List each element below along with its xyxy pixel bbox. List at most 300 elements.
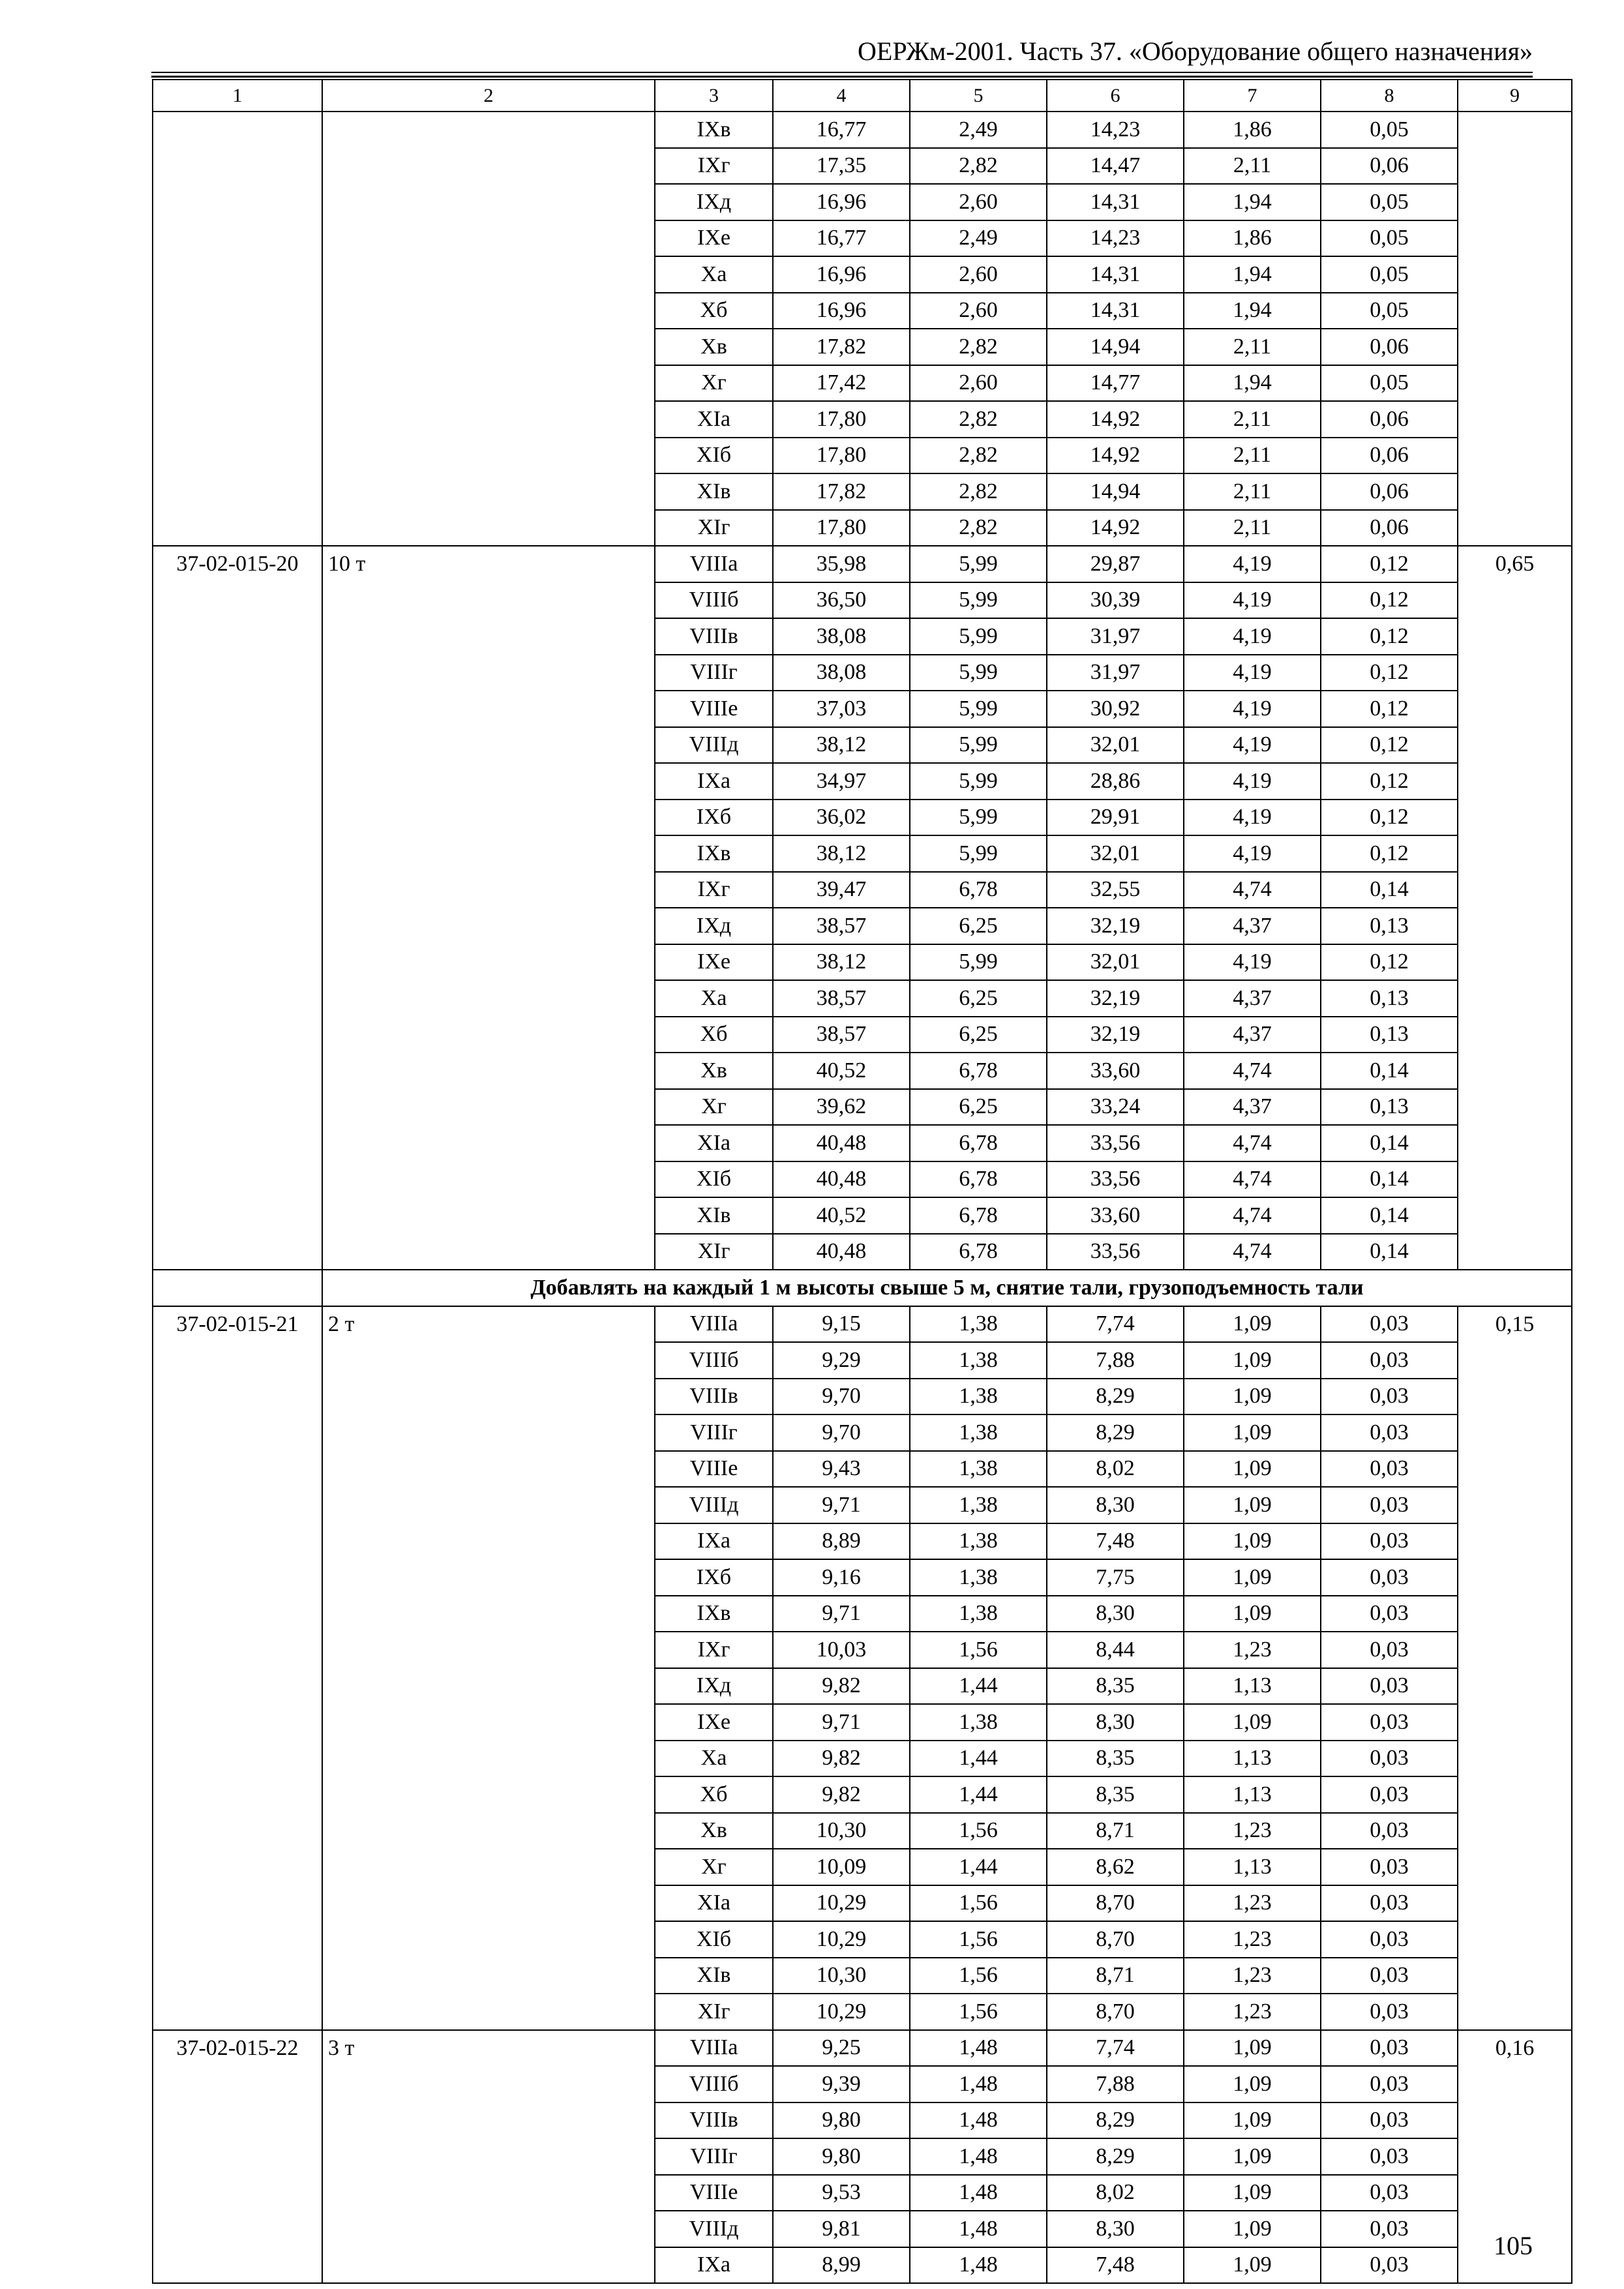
column-number: 2 [322, 80, 655, 112]
category-cell: Xв [655, 1053, 773, 1089]
value-cell: 4,37 [1184, 908, 1321, 944]
category-cell: VIIIд [655, 727, 773, 764]
category-cell: Xа [655, 1741, 773, 1777]
value-cell: 8,35 [1047, 1668, 1184, 1705]
category-cell: XIг [655, 1994, 773, 2030]
value-cell: 4,74 [1184, 1234, 1321, 1270]
table-row [153, 546, 1572, 582]
value-cell: 1,09 [1184, 2247, 1321, 2284]
value-cell: 0,03 [1321, 2138, 1458, 2175]
value-cell: 40,48 [773, 1125, 910, 1161]
category-cell: Xв [655, 1813, 773, 1849]
value-cell: 9,81 [773, 2211, 910, 2247]
value-cell: 17,42 [773, 365, 910, 402]
value-cell: 8,70 [1047, 1921, 1184, 1958]
category-cell: VIIIг [655, 655, 773, 691]
value-cell: 1,09 [1184, 1596, 1321, 1632]
value-cell: 9,71 [773, 1704, 910, 1741]
category-cell: XIб [655, 1161, 773, 1198]
value-cell: 39,47 [773, 872, 910, 908]
value-cell: 39,62 [773, 1089, 910, 1126]
value-cell: 2,49 [910, 112, 1047, 148]
value-cell: 0,05 [1321, 256, 1458, 293]
category-cell: VIIIд [655, 2211, 773, 2247]
value-cell: 2,11 [1184, 438, 1321, 474]
value-cell: 33,60 [1047, 1053, 1184, 1089]
value-cell: 6,25 [910, 1089, 1047, 1126]
category-cell: IXе [655, 944, 773, 981]
value-cell: 29,87 [1047, 546, 1184, 582]
value-cell: 0,06 [1321, 329, 1458, 365]
value-cell: 2,11 [1184, 148, 1321, 185]
value-cell: 29,91 [1047, 800, 1184, 836]
value-cell: 17,80 [773, 510, 910, 546]
value-cell: 1,48 [910, 2175, 1047, 2211]
value-cell: 1,56 [910, 1994, 1047, 2030]
value-cell: 1,38 [910, 1487, 1047, 1523]
value-cell: 0,03 [1321, 1523, 1458, 1560]
value-cell: 10,29 [773, 1994, 910, 2030]
value-cell: 40,52 [773, 1197, 910, 1234]
category-cell: Xг [655, 1849, 773, 1885]
category-cell: IXа [655, 763, 773, 800]
value-cell: 6,25 [910, 908, 1047, 944]
value-cell: 2,11 [1184, 473, 1321, 510]
value-cell: 1,48 [910, 2211, 1047, 2247]
category-cell: IXе [655, 220, 773, 257]
value-cell: 1,38 [910, 1451, 1047, 1488]
value-cell: 0,06 [1321, 473, 1458, 510]
value-cell: 28,86 [1047, 763, 1184, 800]
value-cell: 7,88 [1047, 2066, 1184, 2102]
value-cell: 1,09 [1184, 2211, 1321, 2247]
value-cell: 10,30 [773, 1813, 910, 1849]
value-cell: 9,16 [773, 1559, 910, 1596]
value-cell: 1,09 [1184, 2175, 1321, 2211]
value-cell: 6,78 [910, 1234, 1047, 1270]
value-cell: 0,12 [1321, 582, 1458, 619]
value-cell: 0,03 [1321, 1414, 1458, 1451]
value-cell: 0,03 [1321, 2030, 1458, 2067]
value-cell: 9,71 [773, 1596, 910, 1632]
value-cell: 8,29 [1047, 1414, 1184, 1451]
value-cell: 14,94 [1047, 329, 1184, 365]
value-cell: 2,82 [910, 510, 1047, 546]
value-cell: 14,92 [1047, 510, 1184, 546]
column-number: 4 [773, 80, 910, 112]
category-cell: IXг [655, 148, 773, 185]
category-cell: Xб [655, 293, 773, 329]
value-cell: 0,03 [1321, 1596, 1458, 1632]
value-cell: 0,12 [1321, 727, 1458, 764]
rates-table [152, 79, 1572, 2284]
value-cell: 1,38 [910, 1704, 1047, 1741]
value-cell: 0,06 [1321, 401, 1458, 438]
value-cell: 32,19 [1047, 1017, 1184, 1053]
value-cell: 4,19 [1184, 835, 1321, 872]
category-cell: IXд [655, 184, 773, 220]
value-cell: 1,94 [1184, 184, 1321, 220]
value-cell: 5,99 [910, 763, 1047, 800]
value-cell: 4,19 [1184, 800, 1321, 836]
column-number: 6 [1047, 80, 1184, 112]
value-cell: 8,70 [1047, 1994, 1184, 2030]
category-cell: VIIIд [655, 1487, 773, 1523]
category-cell: XIа [655, 401, 773, 438]
value-cell: 0,14 [1321, 1197, 1458, 1234]
column-number: 7 [1184, 80, 1321, 112]
value-cell: 36,02 [773, 800, 910, 836]
value-cell: 6,78 [910, 1161, 1047, 1198]
column-number: 3 [655, 80, 773, 112]
category-cell: IXа [655, 2247, 773, 2284]
value-cell: 1,86 [1184, 220, 1321, 257]
value-cell: 33,56 [1047, 1234, 1184, 1270]
value-cell: 1,56 [910, 1632, 1047, 1668]
category-cell: Xг [655, 365, 773, 402]
value-cell: 8,44 [1047, 1632, 1184, 1668]
category-cell: XIб [655, 438, 773, 474]
value-cell: 16,96 [773, 184, 910, 220]
value-cell: 0,03 [1321, 1813, 1458, 1849]
value-cell: 4,37 [1184, 980, 1321, 1017]
value-cell: 0,13 [1321, 1089, 1458, 1126]
value-cell: 0,13 [1321, 908, 1458, 944]
capacity-name: 3 т [322, 2030, 655, 2284]
category-cell: XIг [655, 510, 773, 546]
category-cell: IXд [655, 908, 773, 944]
value-cell: 5,99 [910, 727, 1047, 764]
value-cell: 1,48 [910, 2138, 1047, 2175]
category-cell: VIIIе [655, 2175, 773, 2211]
value-cell: 1,13 [1184, 1668, 1321, 1705]
category-cell: XIб [655, 1921, 773, 1958]
value-cell: 4,74 [1184, 872, 1321, 908]
value-cell: 14,31 [1047, 256, 1184, 293]
category-cell: VIIIг [655, 2138, 773, 2175]
value-cell: 0,03 [1321, 1885, 1458, 1922]
category-cell: XIв [655, 1197, 773, 1234]
value-cell: 4,74 [1184, 1161, 1321, 1198]
value-cell: 1,38 [910, 1306, 1047, 1343]
value-cell: 9,25 [773, 2030, 910, 2067]
value-cell: 0,03 [1321, 1559, 1458, 1596]
value-cell: 40,48 [773, 1161, 910, 1198]
column-number-row [153, 80, 1572, 112]
table-row [153, 112, 1572, 148]
value-cell: 4,74 [1184, 1197, 1321, 1234]
category-cell: VIIIа [655, 1306, 773, 1343]
value-cell: 30,39 [1047, 582, 1184, 619]
category-cell: IXв [655, 1596, 773, 1632]
value-cell: 0,12 [1321, 763, 1458, 800]
value-cell: 1,44 [910, 1776, 1047, 1813]
value-cell: 10,29 [773, 1885, 910, 1922]
value-cell: 10,30 [773, 1958, 910, 1994]
value-cell: 2,82 [910, 401, 1047, 438]
value-cell: 4,19 [1184, 655, 1321, 691]
rate-code [153, 112, 322, 546]
header-rule-double [151, 76, 1533, 78]
value-cell: 1,38 [910, 1342, 1047, 1379]
value-cell: 0,03 [1321, 2247, 1458, 2284]
value-cell: 1,23 [1184, 1958, 1321, 1994]
category-cell: VIIIа [655, 2030, 773, 2067]
value-cell: 6,78 [910, 1197, 1047, 1234]
capacity-name [322, 112, 655, 546]
value-cell: 1,09 [1184, 1487, 1321, 1523]
value-cell: 9,70 [773, 1379, 910, 1415]
category-cell: IXа [655, 1523, 773, 1560]
value-cell: 0,12 [1321, 546, 1458, 582]
value-cell: 9,39 [773, 2066, 910, 2102]
value-cell: 8,35 [1047, 1741, 1184, 1777]
value-cell: 1,09 [1184, 1379, 1321, 1415]
value-cell: 1,94 [1184, 293, 1321, 329]
value-cell: 0,03 [1321, 1306, 1458, 1343]
category-cell: IXг [655, 1632, 773, 1668]
value-cell: 38,57 [773, 1017, 910, 1053]
value-cell: 9,43 [773, 1451, 910, 1488]
value-cell: 1,23 [1184, 1994, 1321, 2030]
value-cell: 0,03 [1321, 1379, 1458, 1415]
value-cell: 1,13 [1184, 1849, 1321, 1885]
value-cell: 7,48 [1047, 2247, 1184, 2284]
value-cell: 17,80 [773, 438, 910, 474]
value-cell: 34,97 [773, 763, 910, 800]
value-cell: 0,03 [1321, 2102, 1458, 2139]
value-cell: 2,60 [910, 293, 1047, 329]
value-cell: 9,29 [773, 1342, 910, 1379]
value-cell: 14,23 [1047, 220, 1184, 257]
value-cell: 1,09 [1184, 2030, 1321, 2067]
value-cell: 14,77 [1047, 365, 1184, 402]
value-cell: 17,82 [773, 473, 910, 510]
category-cell: VIIIв [655, 618, 773, 655]
value-cell: 16,96 [773, 256, 910, 293]
value-cell: 8,35 [1047, 1776, 1184, 1813]
value-cell: 33,56 [1047, 1125, 1184, 1161]
value-cell: 33,56 [1047, 1161, 1184, 1198]
value-cell: 17,80 [773, 401, 910, 438]
value-cell: 16,96 [773, 293, 910, 329]
value-cell: 0,06 [1321, 148, 1458, 185]
value-cell: 0,03 [1321, 1487, 1458, 1523]
header-rule [151, 72, 1533, 73]
value-cell: 1,23 [1184, 1885, 1321, 1922]
value-cell: 2,60 [910, 256, 1047, 293]
column-9-value: 0,65 [1458, 546, 1572, 1270]
value-cell: 0,05 [1321, 184, 1458, 220]
section-row [153, 1270, 1572, 1306]
value-cell: 0,14 [1321, 872, 1458, 908]
value-cell: 0,12 [1321, 835, 1458, 872]
rate-code: 37-02-015-20 [153, 546, 322, 1270]
value-cell: 1,38 [910, 1379, 1047, 1415]
value-cell: 1,86 [1184, 112, 1321, 148]
value-cell: 9,71 [773, 1487, 910, 1523]
value-cell: 6,25 [910, 980, 1047, 1017]
value-cell: 32,19 [1047, 980, 1184, 1017]
value-cell: 4,19 [1184, 618, 1321, 655]
value-cell: 8,02 [1047, 1451, 1184, 1488]
value-cell: 6,78 [910, 872, 1047, 908]
value-cell: 0,12 [1321, 691, 1458, 727]
value-cell: 0,05 [1321, 365, 1458, 402]
value-cell: 1,56 [910, 1958, 1047, 1994]
category-cell: XIа [655, 1125, 773, 1161]
value-cell: 0,14 [1321, 1125, 1458, 1161]
value-cell: 4,19 [1184, 691, 1321, 727]
value-cell: 0,03 [1321, 1342, 1458, 1379]
value-cell: 9,82 [773, 1668, 910, 1705]
value-cell: 1,48 [910, 2102, 1047, 2139]
value-cell: 0,05 [1321, 220, 1458, 257]
value-cell: 5,99 [910, 655, 1047, 691]
value-cell: 5,99 [910, 835, 1047, 872]
value-cell: 7,74 [1047, 2030, 1184, 2067]
value-cell: 33,24 [1047, 1089, 1184, 1126]
value-cell: 0,03 [1321, 2066, 1458, 2102]
value-cell: 38,57 [773, 980, 910, 1017]
value-cell: 0,03 [1321, 2175, 1458, 2211]
value-cell: 8,62 [1047, 1849, 1184, 1885]
value-cell: 0,03 [1321, 1741, 1458, 1777]
value-cell: 0,14 [1321, 1053, 1458, 1089]
category-cell: IXв [655, 835, 773, 872]
value-cell: 14,31 [1047, 293, 1184, 329]
category-cell: XIв [655, 473, 773, 510]
column-9-value: 0,16 [1458, 2030, 1572, 2284]
value-cell: 9,70 [773, 1414, 910, 1451]
value-cell: 8,71 [1047, 1958, 1184, 1994]
value-cell: 5,99 [910, 691, 1047, 727]
value-cell: 14,31 [1047, 184, 1184, 220]
category-cell: Xб [655, 1017, 773, 1053]
value-cell: 0,14 [1321, 1234, 1458, 1270]
value-cell: 0,05 [1321, 293, 1458, 329]
value-cell: 1,09 [1184, 1559, 1321, 1596]
value-cell: 1,09 [1184, 1704, 1321, 1741]
value-cell: 1,56 [910, 1885, 1047, 1922]
value-cell: 0,12 [1321, 618, 1458, 655]
value-cell: 36,50 [773, 582, 910, 619]
value-cell: 1,38 [910, 1414, 1047, 1451]
value-cell: 14,47 [1047, 148, 1184, 185]
value-cell: 0,06 [1321, 438, 1458, 474]
table-row [153, 1306, 1572, 1343]
value-cell: 0,06 [1321, 510, 1458, 546]
value-cell: 31,97 [1047, 618, 1184, 655]
value-cell: 0,03 [1321, 1958, 1458, 1994]
value-cell: 1,13 [1184, 1741, 1321, 1777]
value-cell: 0,13 [1321, 1017, 1458, 1053]
category-cell: IXе [655, 1704, 773, 1741]
value-cell: 8,29 [1047, 2102, 1184, 2139]
category-cell: VIIIб [655, 582, 773, 619]
value-cell: 8,71 [1047, 1813, 1184, 1849]
value-cell: 8,02 [1047, 2175, 1184, 2211]
rate-code: 37-02-015-21 [153, 1306, 322, 2030]
value-cell: 17,35 [773, 148, 910, 185]
value-cell: 5,99 [910, 618, 1047, 655]
value-cell: 9,15 [773, 1306, 910, 1343]
rate-code: 37-02-015-22 [153, 2030, 322, 2284]
category-cell: XIа [655, 1885, 773, 1922]
value-cell: 2,82 [910, 148, 1047, 185]
value-cell: 8,29 [1047, 2138, 1184, 2175]
value-cell: 4,74 [1184, 1053, 1321, 1089]
value-cell: 0,03 [1321, 2211, 1458, 2247]
category-cell: IXв [655, 112, 773, 148]
value-cell: 38,12 [773, 835, 910, 872]
value-cell: 1,94 [1184, 365, 1321, 402]
value-cell: 5,99 [910, 944, 1047, 981]
value-cell: 1,13 [1184, 1776, 1321, 1813]
category-cell: IXд [655, 1668, 773, 1705]
category-cell: VIIIг [655, 1414, 773, 1451]
value-cell: 14,92 [1047, 401, 1184, 438]
value-cell: 4,37 [1184, 1089, 1321, 1126]
value-cell: 1,23 [1184, 1632, 1321, 1668]
value-cell: 0,13 [1321, 980, 1458, 1017]
capacity-name: 10 т [322, 546, 655, 1270]
value-cell: 32,01 [1047, 835, 1184, 872]
value-cell: 7,48 [1047, 1523, 1184, 1560]
value-cell: 4,19 [1184, 727, 1321, 764]
page-header-title: ОЕРЖм-2001. Часть 37. «Оборудование общего назначения» [858, 37, 1533, 66]
value-cell: 7,74 [1047, 1306, 1184, 1343]
value-cell: 0,03 [1321, 1994, 1458, 2030]
page-number: 105 [1494, 2231, 1533, 2260]
value-cell: 4,19 [1184, 582, 1321, 619]
value-cell: 1,44 [910, 1741, 1047, 1777]
category-cell: VIIIв [655, 1379, 773, 1415]
value-cell: 0,12 [1321, 800, 1458, 836]
value-cell: 0,03 [1321, 1849, 1458, 1885]
value-cell: 37,03 [773, 691, 910, 727]
value-cell: 10,03 [773, 1632, 910, 1668]
value-cell: 38,08 [773, 655, 910, 691]
value-cell: 0,12 [1321, 655, 1458, 691]
category-cell: IXб [655, 1559, 773, 1596]
value-cell: 0,14 [1321, 1161, 1458, 1198]
value-cell: 8,30 [1047, 1487, 1184, 1523]
category-cell: IXг [655, 872, 773, 908]
value-cell: 1,56 [910, 1921, 1047, 1958]
value-cell: 0,03 [1321, 1668, 1458, 1705]
value-cell: 32,01 [1047, 944, 1184, 981]
column-number: 8 [1321, 80, 1458, 112]
value-cell: 6,78 [910, 1053, 1047, 1089]
value-cell: 5,99 [910, 582, 1047, 619]
value-cell: 2,82 [910, 329, 1047, 365]
value-cell: 8,29 [1047, 1379, 1184, 1415]
value-cell: 1,38 [910, 1559, 1047, 1596]
category-cell: Xа [655, 256, 773, 293]
value-cell: 2,11 [1184, 329, 1321, 365]
value-cell: 1,09 [1184, 2138, 1321, 2175]
category-cell: IXб [655, 800, 773, 836]
value-cell: 40,52 [773, 1053, 910, 1089]
value-cell: 10,09 [773, 1849, 910, 1885]
column-number: 1 [153, 80, 322, 112]
value-cell: 4,74 [1184, 1125, 1321, 1161]
value-cell: 1,09 [1184, 1451, 1321, 1488]
value-cell: 2,82 [910, 438, 1047, 474]
value-cell: 1,48 [910, 2247, 1047, 2284]
value-cell: 31,97 [1047, 655, 1184, 691]
